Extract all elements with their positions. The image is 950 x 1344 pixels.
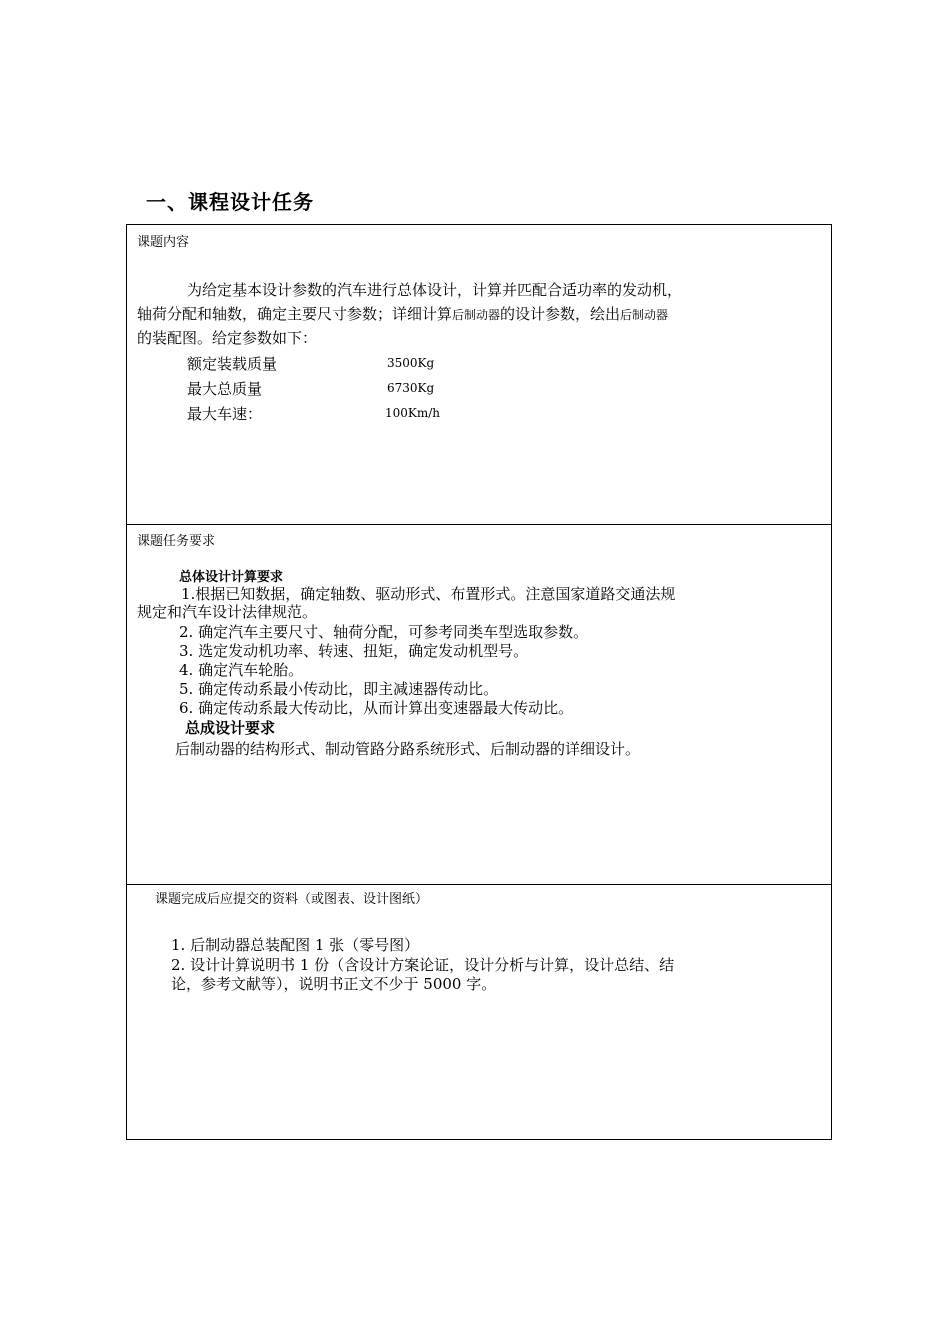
section-content — [127, 225, 831, 525]
param-name: 最大总质量 — [187, 380, 263, 398]
param-name: 最大车速： — [187, 405, 263, 423]
param-value: 3500Kg — [387, 356, 435, 370]
requirement-item: 6. 确定传动系最大传动比，从而计算出变速器最大传动比。 — [179, 699, 574, 717]
requirement-item: 4. 确定汽车轮胎。 — [179, 661, 304, 679]
section-requirements-label: 课题任务要求 — [137, 534, 216, 549]
content-para-line2: 轴荷分配和轴数，确定主要尺寸参数；详细计算后制动器的设计参数，绘出后制动器 — [137, 305, 669, 323]
requirement-item: 5. 确定传动系最小传动比，即主减速器传动比。 — [179, 680, 499, 698]
task-table — [126, 224, 832, 1140]
requirements-subheading-1: 总体设计计算要求 — [179, 570, 284, 585]
requirement-item: 1.根据已知数据，确定轴数、驱动形式、布置形式。注意国家道路交通法规 — [181, 585, 676, 603]
requirements-subheading-2: 总成设计要求 — [185, 719, 276, 737]
deliverable-item-cont: 论，参考文献等），说明书正文不少于 5000 字。 — [171, 975, 497, 993]
param-name: 额定装载质量 — [187, 355, 278, 373]
param-value: 6730Kg — [387, 381, 435, 395]
section-content-label: 课题内容 — [137, 235, 190, 250]
assembly-requirement: 后制动器的结构形式、制动管路分路系统形式、后制动器的详细设计。 — [175, 740, 641, 758]
content-para-line3: 的装配图。给定参数如下： — [137, 329, 318, 347]
page-heading: 一、课程设计任务 — [146, 190, 314, 214]
requirement-item: 3. 选定发动机功率、转速、扭矩，确定发动机型号。 — [179, 642, 529, 660]
requirement-item-cont: 规定和汽车设计法律规范。 — [137, 603, 318, 621]
param-value: 100Km/h — [385, 406, 441, 420]
section-deliverables — [127, 884, 831, 1139]
deliverable-item: 1. 后制动器总装配图 1 张（零号图） — [171, 936, 420, 954]
content-para-line1: 为给定基本设计参数的汽车进行总体设计，计算并匹配合适功率的发动机， — [187, 281, 683, 299]
deliverable-item: 2. 设计计算说明书 1 份（含设计方案论证，设计分析与计算，设计总结、结 — [171, 956, 675, 974]
requirement-item: 2. 确定汽车主要尺寸、轴荷分配，可参考同类车型选取参数。 — [179, 623, 589, 641]
section-deliverables-label: 课题完成后应提交的资料（或图表、设计图纸） — [155, 892, 429, 907]
section-requirements — [127, 524, 831, 885]
